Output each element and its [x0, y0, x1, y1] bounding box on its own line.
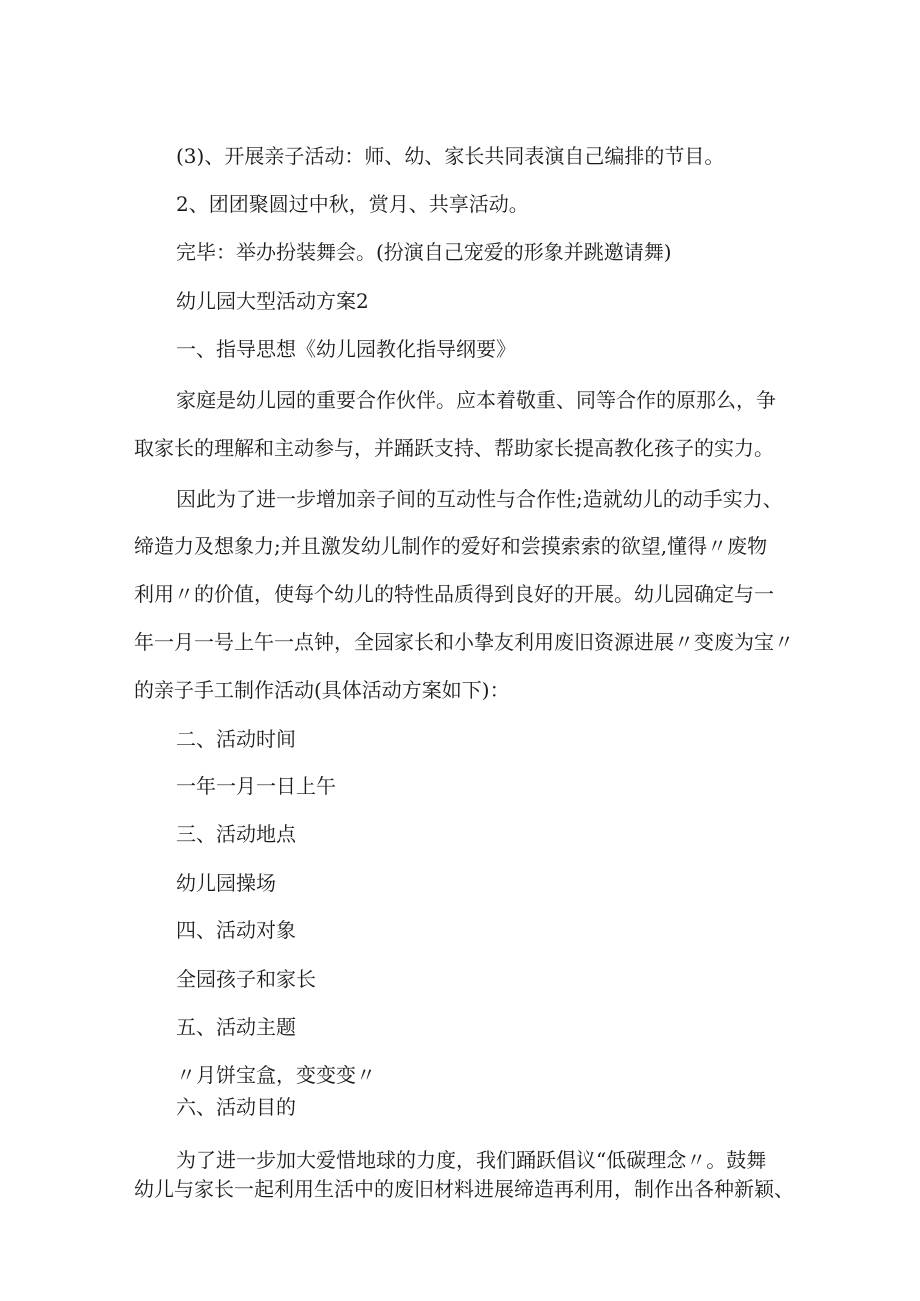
paragraph-line: 2、团团聚圆过中秋，赏月、共享活动。 — [176, 192, 529, 216]
paragraph-line: 的亲子手工制作活动(具体活动方案如下)： — [134, 678, 510, 702]
paragraph-line: 利用〃的价值，使每个幼儿的特性品质得到良好的开展。幼儿园确定与一 — [134, 582, 774, 606]
paragraph-line: 因此为了进一步增加亲子间的互动性与合作性;造就幼儿的动手实力、 — [176, 487, 783, 511]
section-heading: 五、活动主题 — [176, 1015, 296, 1039]
paragraph-line: 〃月饼宝盒，变变变〃 — [176, 1063, 376, 1087]
paragraph-line: 缔造力及想象力;并且激发幼儿制作的爱好和尝摸索索的欲望,懂得〃废物 — [134, 534, 768, 558]
paragraph-line: 年一月一号上午一点钟，全园家长和小挚友利用废旧资源进展〃变废为宝〃 — [134, 630, 794, 654]
section-heading: 二、活动时间 — [176, 727, 296, 751]
paragraph-line: 家庭是幼儿园的重要合作伙伴。应本着敬重、同等合作的原那么，争 — [176, 388, 776, 412]
paragraph-line: 幼儿园操场 — [176, 871, 276, 895]
section-heading: 六、活动目的 — [176, 1095, 296, 1119]
paragraph-line: (3)、开展亲子活动：师、幼、家长共同表演自己编排的节目。 — [176, 144, 725, 168]
section-heading: 四、活动对象 — [176, 918, 296, 942]
paragraph-line: 为了进一步加大爱惜地球的力度，我们踊跃倡议“低碳理念〃。鼓舞 — [176, 1148, 767, 1172]
paragraph-line: 幼儿与家长一起利用生活中的废旧材料进展缔造再利用，制作出各种新颖、 — [134, 1177, 794, 1201]
paragraph-line: 完毕：举办扮装舞会。(扮演自己宠爱的形象并跳邀请舞) — [176, 240, 672, 264]
section-title: 幼儿园大型活动方案2 — [176, 289, 369, 313]
section-heading: 三、活动地点 — [176, 822, 296, 846]
paragraph-line: 取家长的理解和主动参与，并踊跃支持、帮助家长提高教化孩子的实力。 — [134, 436, 774, 460]
section-heading: 一、指导思想《幼儿园教化指导纲要》 — [176, 337, 516, 361]
paragraph-line: 一年一月一日上午 — [176, 774, 336, 798]
paragraph-line: 全园孩子和家长 — [176, 967, 316, 991]
